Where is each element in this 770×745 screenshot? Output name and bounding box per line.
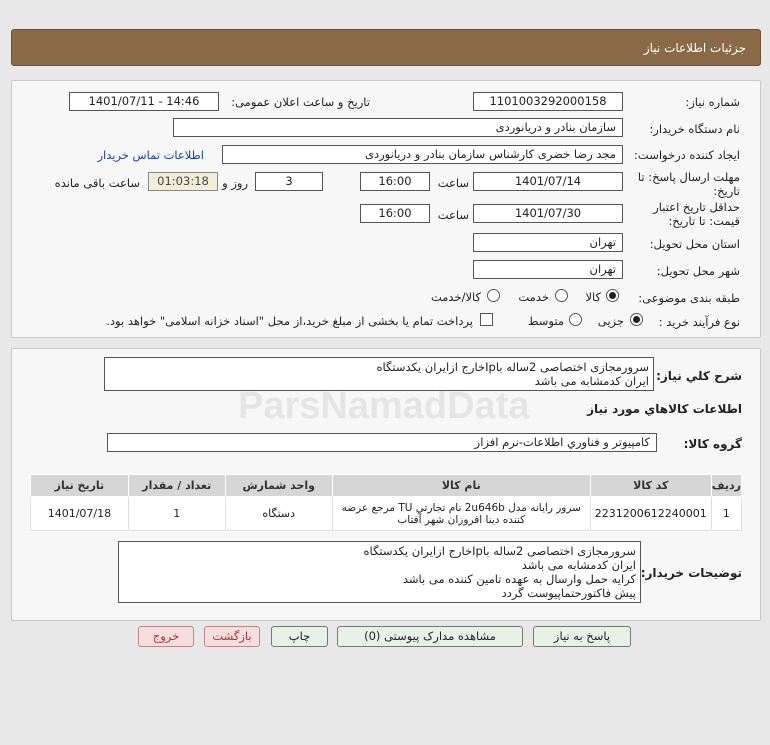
validity-label: حداقل تاریخ اعتبار قیمت: تا تاریخ: bbox=[653, 200, 740, 228]
summary-line-2: ایران کدمشابه می باشد bbox=[534, 374, 649, 388]
validity-time-label: ساعت bbox=[437, 208, 469, 222]
process-radio-minor[interactable] bbox=[630, 313, 643, 326]
announce-label: تاریخ و ساعت اعلان عمومی: bbox=[231, 95, 370, 109]
reply-time-label: ساعت bbox=[437, 176, 469, 190]
need-number-label: شماره نیاز: bbox=[685, 95, 740, 109]
page-title: جزئیات اطلاعات نیاز bbox=[643, 41, 746, 55]
cell-unit: دستگاه bbox=[225, 497, 332, 531]
days-field: 3 bbox=[255, 172, 323, 191]
province-label: استان محل تحویل: bbox=[649, 237, 740, 251]
validity-time-field: 16:00 bbox=[360, 204, 430, 223]
remaining-label: ساعت باقی مانده bbox=[54, 176, 140, 190]
cell-qty: 1 bbox=[128, 497, 225, 531]
reply-button[interactable]: پاسخ به نیاز bbox=[533, 626, 631, 647]
process-option-medium: متوسط bbox=[527, 314, 564, 328]
col-date: تاريخ نياز bbox=[31, 475, 129, 497]
buyer-contact-link[interactable]: اطلاعات تماس خریدار bbox=[97, 148, 204, 162]
remaining-time-field: 01:03:18 bbox=[148, 172, 218, 191]
goods-info-title: اطلاعات کالاهاي مورد نياز bbox=[587, 402, 742, 416]
col-name: نام کالا bbox=[332, 475, 590, 497]
cell-code: 2231200612240001 bbox=[590, 497, 711, 531]
col-row: رديف bbox=[711, 475, 741, 497]
page-header bbox=[11, 29, 761, 66]
province-field: تهران bbox=[473, 233, 623, 252]
buyer-notes-line-1: سرورمجازی اختصاصی 2ساله باIpخارج ازایران یکدستگاه bbox=[363, 544, 636, 558]
buyer-notes-label: توضیحات خریدار: bbox=[640, 566, 742, 580]
table-row bbox=[31, 497, 742, 531]
category-option-service: خدمت bbox=[518, 290, 549, 304]
goods-group-field: کامپيوتر و فناوري اطلاعات-نرم افزار bbox=[107, 433, 657, 452]
buyer-notes-line-4: پیش فاکتورحتماپیوست گردد bbox=[501, 586, 636, 600]
goods-table bbox=[30, 474, 742, 531]
cell-row: 1 bbox=[711, 497, 741, 531]
buyer-notes-line-2: ایران کدمشابه می باشد bbox=[521, 558, 636, 572]
requester-label: ایجاد کننده درخواست: bbox=[634, 148, 740, 162]
category-option-goods: کالا bbox=[585, 290, 601, 304]
reply-deadline-label: مهلت ارسال پاسخ: تا تاریخ: bbox=[637, 170, 740, 198]
treasury-checkbox[interactable] bbox=[480, 313, 493, 326]
exit-button[interactable]: خروج bbox=[138, 626, 194, 647]
city-label: شهر محل تحویل: bbox=[656, 264, 740, 278]
city-field: تهران bbox=[473, 260, 623, 279]
process-radio-medium[interactable] bbox=[569, 313, 582, 326]
col-unit: واحد شمارش bbox=[225, 475, 332, 497]
reply-date-field: 1401/07/14 bbox=[473, 172, 623, 191]
category-option-both: کالا/خدمت bbox=[430, 290, 481, 304]
buyer-org-field: سازمان بنادر و دریانوردی bbox=[173, 118, 623, 137]
cell-date: 1401/07/18 bbox=[31, 497, 129, 531]
requester-field: مجد رضا خضری کارشناس سازمان بنادر و دریانوردی bbox=[222, 145, 623, 164]
attachments-button[interactable]: مشاهده مدارک پیوستی (0) bbox=[337, 626, 523, 647]
announce-field: 1401/07/11 - 14:46 bbox=[69, 92, 219, 111]
summary-label: شرح کلي نياز: bbox=[656, 369, 742, 383]
summary-line-1: سرورمجازی اختصاصی 2ساله باIpخارج ازایران یکدستگاه bbox=[376, 360, 649, 374]
process-option-minor: جزیی bbox=[597, 314, 624, 328]
buyer-notes-line-3: کرایه حمل وارسال به عهده تامین کننده می باشد bbox=[402, 572, 636, 586]
category-radio-service[interactable] bbox=[555, 289, 568, 302]
need-number-field: 1101003292000158 bbox=[473, 92, 623, 111]
validity-date-field: 1401/07/30 bbox=[473, 204, 623, 223]
category-radio-goods[interactable] bbox=[606, 289, 619, 302]
process-label: نوع فرآیند خرید : bbox=[658, 315, 740, 329]
reply-time-field: 16:00 bbox=[360, 172, 430, 191]
print-button[interactable]: چاپ bbox=[271, 626, 328, 647]
buyer-org-label: نام دستگاه خریدار: bbox=[649, 122, 740, 136]
col-code: کد کالا bbox=[590, 475, 711, 497]
table-header-row bbox=[31, 475, 742, 497]
goods-group-label: گروه کالا: bbox=[683, 437, 742, 451]
category-label: طبقه بندی موضوعی: bbox=[638, 291, 740, 305]
summary-textarea[interactable] bbox=[104, 357, 654, 391]
buyer-notes-textarea[interactable] bbox=[118, 541, 641, 603]
payment-note: پرداخت تمام یا بخشی از مبلغ خرید،از محل "اسناد خزانه اسلامی" خواهد بود. bbox=[106, 314, 473, 328]
category-radio-both[interactable] bbox=[487, 289, 500, 302]
days-label: روز و bbox=[222, 176, 248, 190]
col-qty: تعداد / مقدار bbox=[128, 475, 225, 497]
cell-name: سرور رايانه مدل 2u646b نام تجارتي TU مرجع عرضه کننده دينا افروزان شهر آفتاب bbox=[332, 497, 590, 531]
back-button[interactable]: بازگشت bbox=[204, 626, 260, 647]
